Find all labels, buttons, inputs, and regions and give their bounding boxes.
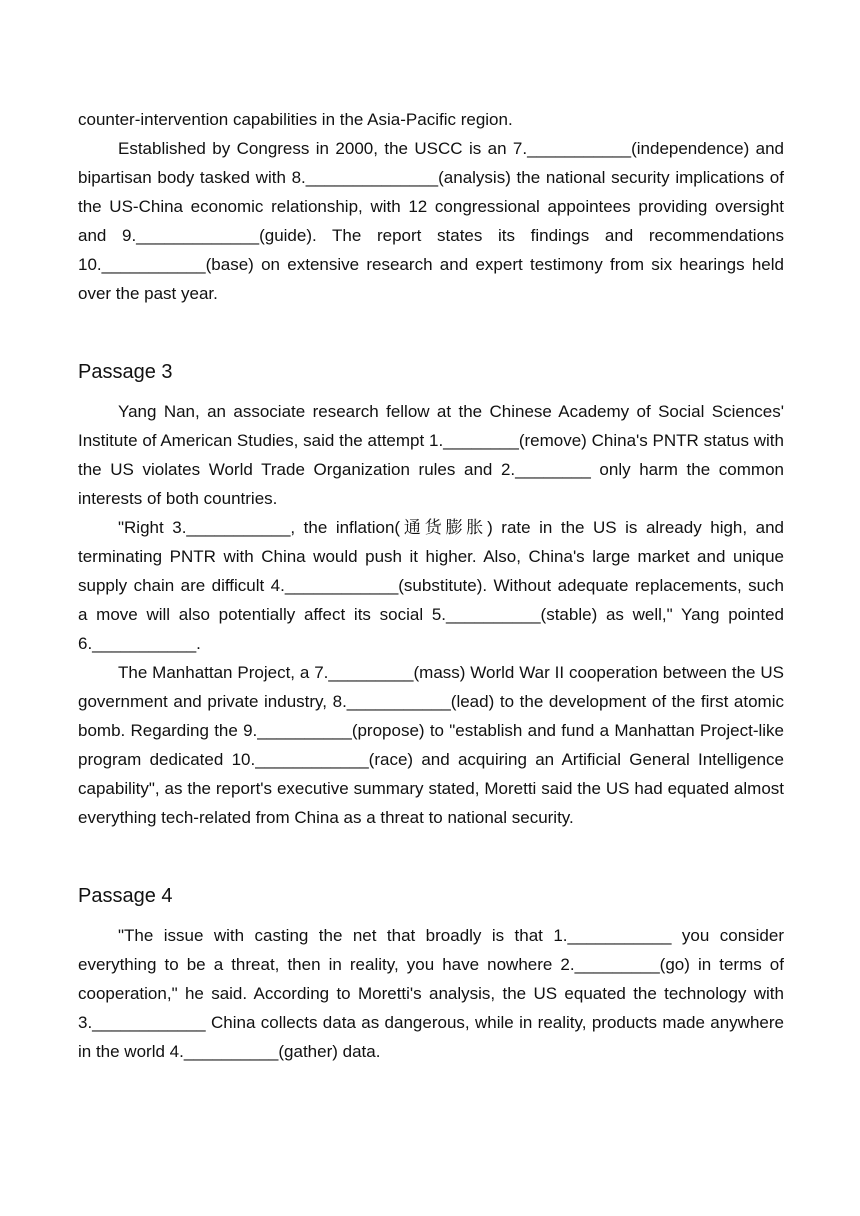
passage-4-heading: Passage 4 — [78, 885, 173, 907]
document-page — [78, 105, 784, 1066]
paragraph-manhattan-project: The Manhattan Project, a 7._________(mass) World War II cooperation between the US government and private industry, 8.___________(lead) to the development of the first atomic bomb. Regarding the 9.__________(propose) to "establish and fund a Manhattan Project-like program dedicated 10.____________(race) and acquiring an Artificial General Intelligence capability", as the report's executive summary stated, Moretti said the US had equated almost everything tech-related from China as a threat to national security. — [78, 663, 784, 827]
paragraph-uscc: Established by Congress in 2000, the USCC is an 7.___________(independence) and bipartisan body tasked with 8.______________(analysis) the national security implications of the US-China economic relationship, with 12 congressional appointees providing oversight and 9._____________(guide). The report states its findings and recommendations 10.___________(base) on extensive research and expert testimony from six hearings held over the past year. — [78, 139, 784, 303]
paragraph-yang-nan: Yang Nan, an associate research fellow at the Chinese Academy of Social Sciences' Institute of American Studies, said the attempt 1.________(remove) China's PNTR status with the US violates World Trade Organization rules and 2.________ only harm the common interests of both countries. — [78, 402, 784, 508]
paragraph-inflation: "Right 3.___________, the inflation(通货膨胀) rate in the US is already high, and terminating PNTR with China would push it higher. Also, China's large market and unique supply chain are difficult 4.____________(substitute). Without adequate replacements, such a move will also potentially affect its social 5.__________(stable) as well," Yang pointed 6.___________. — [78, 518, 784, 653]
paragraph-continuation: counter-intervention capabilities in the Asia-Pacific region. — [78, 110, 513, 129]
passage-3-heading: Passage 3 — [78, 361, 173, 383]
paragraph-casting-net: "The issue with casting the net that broadly is that 1.___________ you consider everything to be a threat, then in reality, you have nowhere 2._________(go) in terms of cooperation," he said. According to Moretti's analysis, the US equated the technology with 3.____________ China collects data as dangerous, while in reality, products made anywhere in the world 4.__________(gather) data. — [78, 926, 784, 1061]
